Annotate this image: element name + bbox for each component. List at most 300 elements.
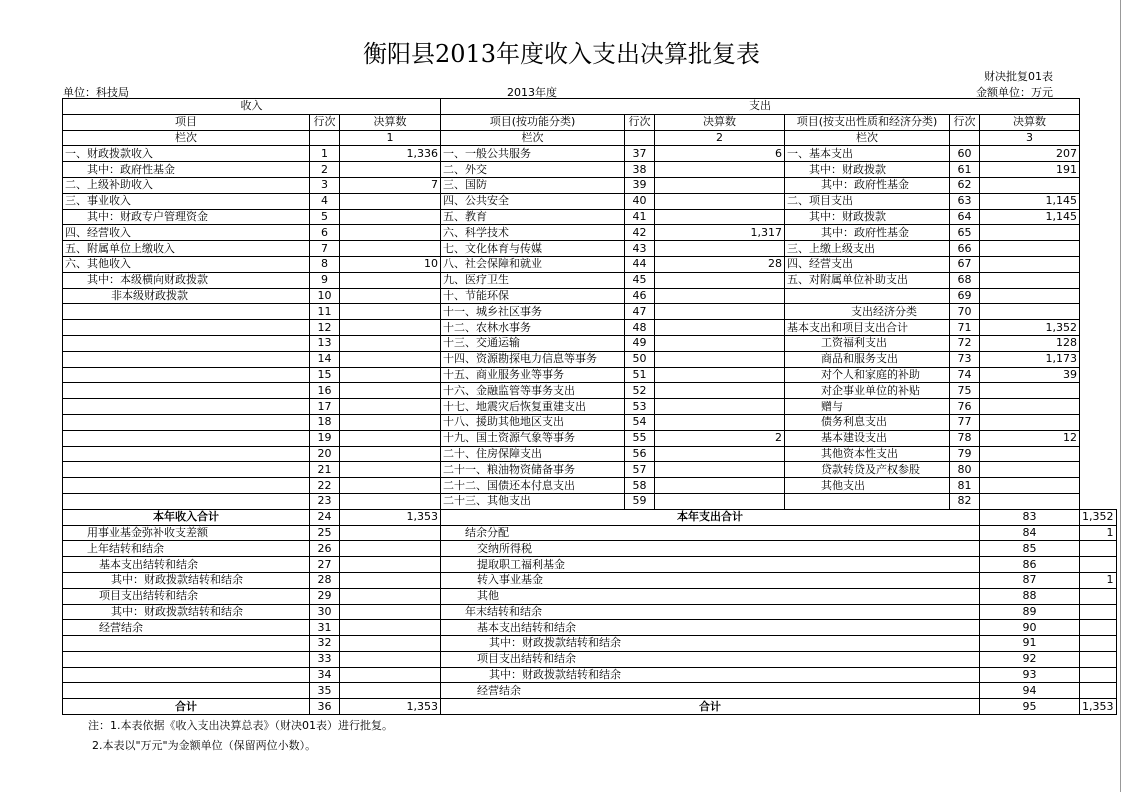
income-item: 其中：财政专户管理资金 xyxy=(63,209,310,225)
table-row xyxy=(63,620,1117,636)
expense-func-amount xyxy=(655,414,785,430)
expense-func-item: 九、医疗卫生 xyxy=(441,272,625,288)
expense-func-amount xyxy=(655,335,785,351)
income-item xyxy=(63,446,310,462)
expense-amount xyxy=(1080,541,1117,557)
expense-func-row-no: 56 xyxy=(625,446,655,462)
income-item: 二、上级补助收入 xyxy=(63,177,310,193)
income-item: 基本支出结转和结余 xyxy=(63,557,310,573)
expense-econ-amount xyxy=(980,288,1080,304)
table-row xyxy=(63,557,1117,573)
expense-func-amount xyxy=(655,209,785,225)
expense-item: 基本支出结转和结余 xyxy=(441,620,980,636)
income-item xyxy=(63,683,310,699)
header-row-column-no xyxy=(63,130,1117,146)
income-amount: 10 xyxy=(340,256,441,272)
expense-econ-item: 一、基本支出 xyxy=(785,146,950,162)
column-no-label: 栏次 xyxy=(785,130,950,146)
expense-item: 其他 xyxy=(441,588,980,604)
income-item xyxy=(63,335,310,351)
col-header-income-amount: 决算数 xyxy=(340,114,441,130)
expense-econ-amount: 128 xyxy=(980,335,1080,351)
income-row-no: 3 xyxy=(310,177,340,193)
table-row xyxy=(63,177,1117,193)
income-row-no: 16 xyxy=(310,383,340,399)
income-row-no: 18 xyxy=(310,414,340,430)
table-row xyxy=(63,462,1117,478)
income-item xyxy=(63,462,310,478)
table-row xyxy=(63,604,1117,620)
expense-func-item: 四、公共安全 xyxy=(441,193,625,209)
income-amount xyxy=(340,683,441,699)
table-row xyxy=(63,335,1117,351)
expense-func-amount xyxy=(655,288,785,304)
income-total-amount: 1,353 xyxy=(340,509,441,525)
income-amount xyxy=(340,493,441,509)
col-header-income-item: 项目 xyxy=(63,114,310,130)
income-row-no: 4 xyxy=(310,193,340,209)
income-row-no: 5 xyxy=(310,209,340,225)
income-amount xyxy=(340,351,441,367)
col-header-exp-func-amount: 决算数 xyxy=(655,114,785,130)
table-row xyxy=(63,351,1117,367)
income-amount xyxy=(340,162,441,178)
expense-row-no: 91 xyxy=(980,636,1080,652)
expense-econ-row-no: 78 xyxy=(950,430,980,446)
table-row xyxy=(63,414,1117,430)
expense-func-amount xyxy=(655,351,785,367)
expense-func-item: 三、国防 xyxy=(441,177,625,193)
expense-func-row-no: 53 xyxy=(625,399,655,415)
expense-func-row-no: 40 xyxy=(625,193,655,209)
expense-econ-item: 其他支出 xyxy=(785,478,950,494)
expense-econ-item: 五、对附属单位补助支出 xyxy=(785,272,950,288)
income-item xyxy=(63,493,310,509)
income-row-no: 15 xyxy=(310,367,340,383)
expense-econ-item: 对企事业单位的补贴 xyxy=(785,383,950,399)
expense-func-amount: 28 xyxy=(655,256,785,272)
expense-econ-row-no: 82 xyxy=(950,493,980,509)
expense-econ-row-no: 67 xyxy=(950,256,980,272)
expense-econ-amount: 191 xyxy=(980,162,1080,178)
income-item xyxy=(63,367,310,383)
expense-econ-row-no: 79 xyxy=(950,446,980,462)
expense-econ-row-no: 76 xyxy=(950,399,980,415)
expense-func-item: 十五、商业服务业等事务 xyxy=(441,367,625,383)
expense-func-item: 二十二、国债还本付息支出 xyxy=(441,478,625,494)
expense-econ-row-no: 72 xyxy=(950,335,980,351)
table-row xyxy=(63,541,1117,557)
income-row-no: 26 xyxy=(310,541,340,557)
income-amount xyxy=(340,636,441,652)
income-row-no: 32 xyxy=(310,636,340,652)
income-row-no: 2 xyxy=(310,162,340,178)
income-item xyxy=(63,636,310,652)
income-amount xyxy=(340,430,441,446)
expense-row-no: 92 xyxy=(980,651,1080,667)
income-amount xyxy=(340,241,441,257)
expense-func-item: 五、教育 xyxy=(441,209,625,225)
column-no-label: 栏次 xyxy=(63,130,310,146)
column-no-1: 1 xyxy=(340,130,441,146)
expense-func-row-no: 43 xyxy=(625,241,655,257)
expense-func-item: 十九、国土资源气象等事务 xyxy=(441,430,625,446)
income-item: 其中：政府性基金 xyxy=(63,162,310,178)
expense-amount xyxy=(1080,588,1117,604)
income-amount: 1,336 xyxy=(340,146,441,162)
expense-econ-item xyxy=(785,493,950,509)
expense-econ-item: 其中：政府性基金 xyxy=(785,225,950,241)
income-item xyxy=(63,320,310,336)
grand-total-income-row-no: 36 xyxy=(310,699,340,715)
expense-func-item: 二十三、其他支出 xyxy=(441,493,625,509)
expense-amount xyxy=(1080,620,1117,636)
income-amount xyxy=(340,320,441,336)
expense-func-amount xyxy=(655,493,785,509)
expense-amount: 1 xyxy=(1080,525,1117,541)
income-amount xyxy=(340,225,441,241)
income-item: 五、附属单位上缴收入 xyxy=(63,241,310,257)
expense-item: 经营结余 xyxy=(441,683,980,699)
income-row-no: 34 xyxy=(310,667,340,683)
expense-econ-amount xyxy=(980,383,1080,399)
table-row xyxy=(63,383,1117,399)
expense-func-row-no: 57 xyxy=(625,462,655,478)
income-amount xyxy=(340,367,441,383)
expense-func-item: 八、社会保障和就业 xyxy=(441,256,625,272)
table-row xyxy=(63,272,1117,288)
income-row-no: 21 xyxy=(310,462,340,478)
income-row-no: 19 xyxy=(310,430,340,446)
expense-econ-row-no: 73 xyxy=(950,351,980,367)
expense-func-amount xyxy=(655,272,785,288)
income-amount xyxy=(340,272,441,288)
grand-total-income-label: 合计 xyxy=(63,699,310,715)
expense-row-no: 93 xyxy=(980,667,1080,683)
income-row-no: 29 xyxy=(310,588,340,604)
income-item: 用事业基金弥补收支差额 xyxy=(63,525,310,541)
expense-econ-row-no: 81 xyxy=(950,478,980,494)
expense-func-row-no: 55 xyxy=(625,430,655,446)
expense-func-item: 十、节能环保 xyxy=(441,288,625,304)
table-row xyxy=(63,651,1117,667)
expense-total-row-no: 83 xyxy=(980,509,1080,525)
expense-econ-item: 三、上缴上级支出 xyxy=(785,241,950,257)
expense-econ-row-no: 65 xyxy=(950,225,980,241)
income-item: 项目支出结转和结余 xyxy=(63,588,310,604)
income-amount xyxy=(340,620,441,636)
expense-econ-item: 商品和服务支出 xyxy=(785,351,950,367)
income-item: 上年结转和结余 xyxy=(63,541,310,557)
note-1: 注：1.本表依据《收入支出决算总表》（财决01表）进行批复。 xyxy=(88,719,393,732)
expense-econ-item: 其中：财政拨款 xyxy=(785,209,950,225)
table-row xyxy=(63,241,1117,257)
expense-item: 交纳所得税 xyxy=(441,541,980,557)
income-row-no: 10 xyxy=(310,288,340,304)
expense-func-item: 十八、援助其他地区支出 xyxy=(441,414,625,430)
expense-func-item: 六、科学技术 xyxy=(441,225,625,241)
expense-func-item: 十七、地震灾后恢复重建支出 xyxy=(441,399,625,415)
income-amount xyxy=(340,525,441,541)
form-code: 财决批复01表 xyxy=(984,70,1053,83)
expense-func-item: 七、文化体育与传媒 xyxy=(441,241,625,257)
table-row xyxy=(63,667,1117,683)
expense-func-row-no: 47 xyxy=(625,304,655,320)
table-row xyxy=(63,525,1117,541)
income-total-row-no: 24 xyxy=(310,509,340,525)
table-row xyxy=(63,162,1117,178)
table-row xyxy=(63,288,1117,304)
income-row-no: 1 xyxy=(310,146,340,162)
income-amount xyxy=(340,651,441,667)
income-amount xyxy=(340,462,441,478)
expense-row-no: 88 xyxy=(980,588,1080,604)
expense-row-no: 84 xyxy=(980,525,1080,541)
budget-table xyxy=(62,98,1117,715)
income-amount xyxy=(340,572,441,588)
income-amount xyxy=(340,541,441,557)
expense-econ-row-no: 80 xyxy=(950,462,980,478)
year-label: 2013年度 xyxy=(507,86,557,99)
expense-econ-item: 其中：政府性基金 xyxy=(785,177,950,193)
total-row xyxy=(63,509,1117,525)
income-row-no: 17 xyxy=(310,399,340,415)
income-row-no: 12 xyxy=(310,320,340,336)
expense-econ-amount xyxy=(980,304,1080,320)
income-amount xyxy=(340,399,441,415)
col-header-exp-func-row: 行次 xyxy=(625,114,655,130)
expense-econ-amount xyxy=(980,493,1080,509)
expense-func-amount xyxy=(655,304,785,320)
expense-row-no: 94 xyxy=(980,683,1080,699)
expense-func-amount xyxy=(655,383,785,399)
expense-func-row-no: 54 xyxy=(625,414,655,430)
income-amount xyxy=(340,446,441,462)
expense-econ-row-no: 77 xyxy=(950,414,980,430)
expense-func-row-no: 58 xyxy=(625,478,655,494)
expense-econ-item: 二、项目支出 xyxy=(785,193,950,209)
income-item xyxy=(63,478,310,494)
currency-label: 金额单位：万元 xyxy=(976,86,1053,99)
expense-func-amount xyxy=(655,399,785,415)
header-row-columns xyxy=(63,114,1117,130)
expense-econ-amount xyxy=(980,241,1080,257)
income-row-no: 27 xyxy=(310,557,340,573)
expense-func-row-no: 48 xyxy=(625,320,655,336)
income-header: 收入 xyxy=(63,99,441,115)
income-amount xyxy=(340,414,441,430)
expense-row-no: 85 xyxy=(980,541,1080,557)
expense-func-row-no: 44 xyxy=(625,256,655,272)
expense-func-amount xyxy=(655,320,785,336)
expense-amount xyxy=(1080,667,1117,683)
table-row xyxy=(63,446,1117,462)
income-row-no: 23 xyxy=(310,493,340,509)
expense-func-item: 二十一、粮油物资储备事务 xyxy=(441,462,625,478)
expense-amount xyxy=(1080,604,1117,620)
table-row xyxy=(63,493,1117,509)
income-row-no: 7 xyxy=(310,241,340,257)
expense-func-row-no: 38 xyxy=(625,162,655,178)
expense-func-row-no: 49 xyxy=(625,335,655,351)
expense-econ-row-no: 74 xyxy=(950,367,980,383)
expense-item: 项目支出结转和结余 xyxy=(441,651,980,667)
income-amount xyxy=(340,383,441,399)
expense-item: 其中：财政拨款结转和结余 xyxy=(441,667,980,683)
expense-econ-row-no: 62 xyxy=(950,177,980,193)
expense-func-item: 十六、金融监管等事务支出 xyxy=(441,383,625,399)
income-amount xyxy=(340,193,441,209)
income-row-no: 33 xyxy=(310,651,340,667)
expense-func-row-no: 50 xyxy=(625,351,655,367)
expense-econ-amount: 1,145 xyxy=(980,209,1080,225)
expense-econ-item: 对个人和家庭的补助 xyxy=(785,367,950,383)
expense-econ-amount xyxy=(980,478,1080,494)
table-row xyxy=(63,572,1117,588)
expense-func-amount xyxy=(655,177,785,193)
expense-func-amount xyxy=(655,162,785,178)
expense-func-row-no: 37 xyxy=(625,146,655,162)
income-row-no: 11 xyxy=(310,304,340,320)
expense-func-row-no: 46 xyxy=(625,288,655,304)
income-row-no: 35 xyxy=(310,683,340,699)
column-no-blank xyxy=(625,130,655,146)
income-row-no: 8 xyxy=(310,256,340,272)
expense-func-amount: 1,317 xyxy=(655,225,785,241)
table-row xyxy=(63,683,1117,699)
income-row-no: 20 xyxy=(310,446,340,462)
income-amount xyxy=(340,588,441,604)
table-row xyxy=(63,588,1117,604)
income-amount xyxy=(340,604,441,620)
table-row xyxy=(63,320,1117,336)
income-item: 四、经营收入 xyxy=(63,225,310,241)
expense-row-no: 89 xyxy=(980,604,1080,620)
income-row-no: 28 xyxy=(310,572,340,588)
expense-econ-amount xyxy=(980,177,1080,193)
expense-func-item: 一、一般公共服务 xyxy=(441,146,625,162)
expense-econ-amount xyxy=(980,225,1080,241)
income-item xyxy=(63,651,310,667)
grand-total-expense-amount: 1,353 xyxy=(1080,699,1117,715)
expense-econ-item: 赠与 xyxy=(785,399,950,415)
income-item xyxy=(63,383,310,399)
expense-func-item: 十四、资源勘探电力信息等事务 xyxy=(441,351,625,367)
income-row-no: 9 xyxy=(310,272,340,288)
expense-amount xyxy=(1080,651,1117,667)
column-no-blank xyxy=(310,130,340,146)
expense-econ-amount: 1,173 xyxy=(980,351,1080,367)
expense-econ-amount xyxy=(980,462,1080,478)
expense-econ-amount xyxy=(980,272,1080,288)
income-item: 非本级财政拨款 xyxy=(63,288,310,304)
expense-func-amount: 2 xyxy=(655,430,785,446)
income-amount xyxy=(340,478,441,494)
income-row-no: 14 xyxy=(310,351,340,367)
table-row xyxy=(63,225,1117,241)
expense-func-row-no: 45 xyxy=(625,272,655,288)
expense-econ-item: 债务利息支出 xyxy=(785,414,950,430)
expense-func-item: 十一、城乡社区事务 xyxy=(441,304,625,320)
expense-row-no: 90 xyxy=(980,620,1080,636)
income-item xyxy=(63,399,310,415)
income-amount xyxy=(340,288,441,304)
expense-func-row-no: 39 xyxy=(625,177,655,193)
income-item: 其中：本级横向财政拨款 xyxy=(63,272,310,288)
income-row-no: 22 xyxy=(310,478,340,494)
expense-header: 支出 xyxy=(441,99,1080,115)
expense-econ-amount xyxy=(980,399,1080,415)
expense-econ-row-no: 75 xyxy=(950,383,980,399)
column-no-3: 3 xyxy=(980,130,1080,146)
expense-econ-item: 基本建设支出 xyxy=(785,430,950,446)
income-row-no: 13 xyxy=(310,335,340,351)
expense-func-amount xyxy=(655,367,785,383)
expense-func-amount xyxy=(655,478,785,494)
expense-econ-row-no: 61 xyxy=(950,162,980,178)
grand-total-income-amount: 1,353 xyxy=(340,699,441,715)
grand-total-row xyxy=(63,699,1117,715)
expense-econ-row-no: 68 xyxy=(950,272,980,288)
expense-econ-amount: 1,352 xyxy=(980,320,1080,336)
expense-func-amount xyxy=(655,241,785,257)
income-amount xyxy=(340,557,441,573)
expense-econ-row-no: 64 xyxy=(950,209,980,225)
table-row xyxy=(63,636,1117,652)
expense-econ-row-no: 69 xyxy=(950,288,980,304)
expense-econ-item xyxy=(785,288,950,304)
expense-econ-item: 四、经营支出 xyxy=(785,256,950,272)
income-row-no: 31 xyxy=(310,620,340,636)
expense-econ-amount: 39 xyxy=(980,367,1080,383)
table-row xyxy=(63,256,1117,272)
expense-amount xyxy=(1080,636,1117,652)
expense-func-amount xyxy=(655,193,785,209)
table-row xyxy=(63,430,1117,446)
header-row-group xyxy=(63,99,1117,115)
income-item xyxy=(63,414,310,430)
expense-econ-row-no: 71 xyxy=(950,320,980,336)
expense-econ-item: 工资福利支出 xyxy=(785,335,950,351)
income-amount xyxy=(340,209,441,225)
col-header-exp-econ-amount: 决算数 xyxy=(980,114,1080,130)
expense-row-no: 86 xyxy=(980,557,1080,573)
expense-econ-item: 其中：财政拨款 xyxy=(785,162,950,178)
income-row-no: 25 xyxy=(310,525,340,541)
expense-econ-row-no: 63 xyxy=(950,193,980,209)
expense-func-item: 二十、住房保障支出 xyxy=(441,446,625,462)
expense-econ-amount xyxy=(980,414,1080,430)
expense-econ-item: 基本支出和项目支出合计 xyxy=(785,320,950,336)
income-item: 六、其他收入 xyxy=(63,256,310,272)
expense-econ-row-no: 66 xyxy=(950,241,980,257)
income-item: 经营结余 xyxy=(63,620,310,636)
expense-econ-row-no: 70 xyxy=(950,304,980,320)
col-header-exp-econ-row: 行次 xyxy=(950,114,980,130)
income-row-no: 30 xyxy=(310,604,340,620)
expense-item: 年末结转和结余 xyxy=(441,604,980,620)
expense-amount xyxy=(1080,683,1117,699)
income-item: 一、财政拨款收入 xyxy=(63,146,310,162)
expense-func-row-no: 42 xyxy=(625,225,655,241)
income-row-no: 6 xyxy=(310,225,340,241)
col-header-exp-func: 项目(按功能分类) xyxy=(441,114,625,130)
income-amount: 7 xyxy=(340,177,441,193)
expense-total-amount: 1,352 xyxy=(1080,509,1117,525)
income-item xyxy=(63,667,310,683)
note-2: 2.本表以"万元"为金额单位（保留两位小数）。 xyxy=(92,739,317,752)
income-item: 其中：财政拨款结转和结余 xyxy=(63,572,310,588)
